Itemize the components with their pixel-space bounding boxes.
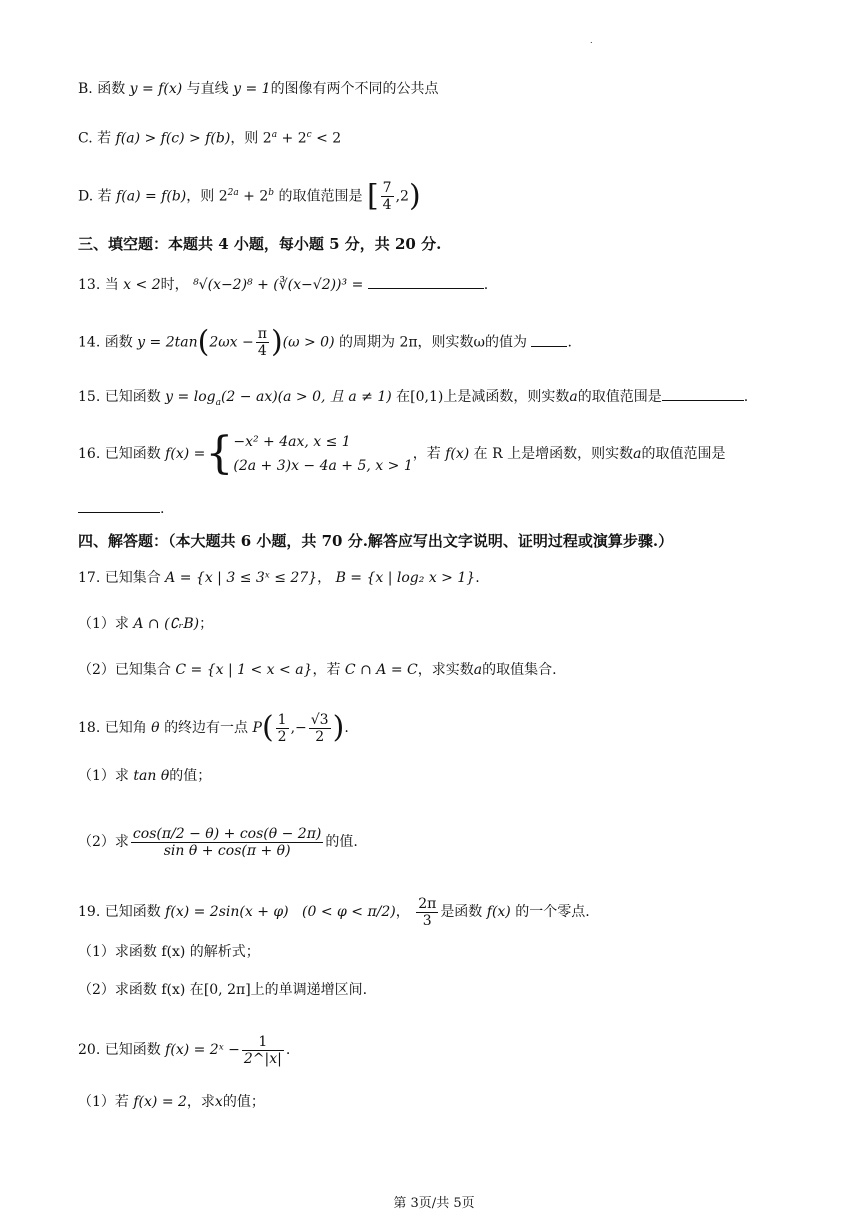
point-y-fraction: $\frac{√3}{2}$ — [310, 711, 329, 745]
question-16-blank-line: . — [78, 498, 828, 519]
answer-blank — [78, 498, 160, 513]
question-20: 20. 已知函数 f(x) = 2ˣ − $\frac{1}{2\^{}|x|}$ . — [78, 1033, 291, 1067]
question-18: 18. 已知角 θ 的终边有一点 P( $\frac{1}{2}$ ,− $\frac{√3}{2}$ ). — [78, 710, 349, 745]
piecewise-cases: −x² + 4ax, x ≤ 1 (2a + 3)x − 4a + 5, x > 1 — [233, 434, 413, 474]
question-15: 15. 已知函数 $y = \log_a(2 - ax)(a > 0$, 且 a ≠ 1) 在[0,1)上是减函数，则实数a的取值范围是 . — [78, 386, 828, 413]
page-footer: 第 3页/共 5页 — [393, 1196, 475, 1211]
paren-close: ) — [408, 178, 421, 214]
question-20-part-1: （1）若 f(x) = 2，求x的值； — [78, 1094, 265, 1110]
trig-fraction: $\frac{\cos(\pi/2 - \theta) + \cos(\theta - 2\pi)}{\text{sin θ + cos(π + θ)}}$ — [132, 825, 322, 859]
point-x-fraction: $\frac{1}{2}$ — [277, 711, 287, 745]
range-fraction: $\frac{7}{4}$ — [382, 180, 392, 213]
pi-over-4: $\frac{\pi}{4}$ — [257, 326, 267, 359]
question-19: 19. 已知函数 f(x) = 2sin(x + φ) (0 < φ < π/2)， $\frac{2\pi}{3}$ 是函数 f(x) 的一个零点. — [78, 895, 590, 929]
question-17: 17. 已知集合 A = {x | 3 ≤ 3ˣ ≤ 27}， B = {x | log₂ x > 1}. — [78, 570, 480, 586]
q20-fraction: $\frac{1}{2\^{}|x|}$ — [243, 1033, 282, 1067]
answer-blank — [368, 274, 484, 289]
question-18-part-1: （1）求 tan θ的值； — [78, 768, 212, 784]
left-brace: { — [205, 428, 234, 479]
answer-blank — [662, 386, 744, 401]
option-d: D. 若 f(a) = f(b)，则 $2^{2a} + 2^b$ 的取值范围是 [ $\frac{7}{4}$ ,2) — [78, 178, 421, 214]
question-17-part-2: （2）已知集合 C = {x | 1 < x < a}，若 C ∩ A = C，求实数a的取值集合. — [78, 662, 557, 678]
stray-mark: . — [590, 36, 593, 45]
question-14: 14. 函数 y = 2tan(2ωx − $\frac{\pi}{4}$ )(ω > 0) 的周期为 2π，则实数ω的值为 . — [78, 324, 572, 360]
question-17-part-1: （1）求 A ∩ (∁ᵣB)； — [78, 616, 214, 632]
question-13: 13. 当 x < 2时， ⁸√(x−2)⁸ + (∛(x−√2))³ = . — [78, 274, 828, 295]
question-19-part-2: （2）求函数 f(x) 在[0, 2π]上的单调递增区间. — [78, 982, 368, 998]
option-c: C. 若 f(a) > f(c) > f(b)，则 $2^a + 2^c < 2$ — [78, 130, 342, 147]
question-18-part-2: （2）求 $\frac{\cos(\pi/2 - \theta) + \cos(\theta - 2\pi)}{\text{sin θ + cos(π + θ)}}$ 的值. — [78, 825, 358, 859]
answer-blank — [531, 332, 567, 347]
question-19-part-1: （1）求函数 f(x) 的解析式； — [78, 944, 260, 960]
question-16: 16. 已知函数 f(x) ={ −x² + 4ax, x ≤ 1 (2a + 3)x − 4a + 5, x > 1 ，若 f(x) 在 R 上是增函数，则实数a的取值范围是 — [78, 428, 726, 479]
option-b: B. 函数 y = f(x) 与直线 y = 1的图像有两个不同的公共点 — [78, 81, 439, 97]
section3-heading: 三、填空题：本题共 4 小题，每小题 5 分，共 20 分. — [78, 235, 442, 253]
section4-heading: 四、解答题：（本大题共 6 小题，共 70 分.解答应写出文字说明、证明过程或演算步骤.） — [78, 532, 674, 550]
zero-fraction: $\frac{2\pi}{3}$ — [418, 895, 437, 929]
bracket-open: [ — [366, 178, 379, 214]
